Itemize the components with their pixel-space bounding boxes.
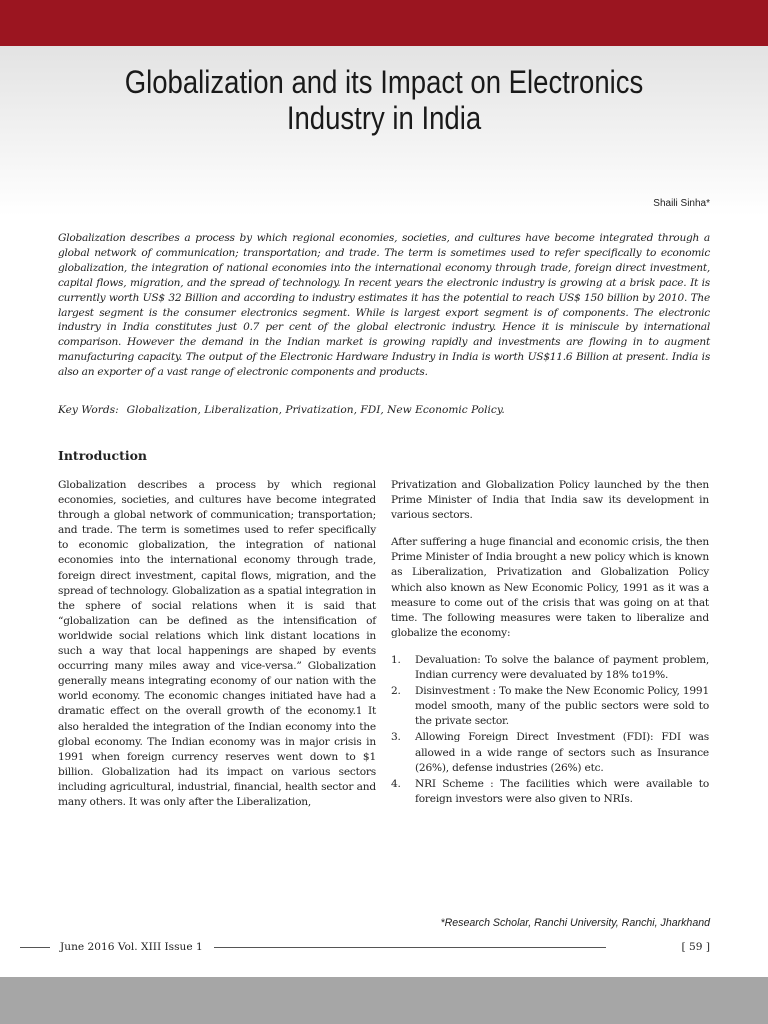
keywords-label: Key Words: [58, 404, 119, 416]
top-banner-bar [0, 0, 768, 46]
list-item-number: 4. [391, 777, 401, 790]
list-item [391, 653, 709, 683]
list-item-number: 2. [391, 685, 401, 698]
intro-paragraph-right-1: Privatization and Globalization Policy launched by the then Prime Minister of India that India saw its development in various sectors. [391, 479, 709, 522]
list-item [391, 684, 709, 729]
section-heading-introduction: Introduction [58, 448, 148, 463]
measures-list [391, 653, 709, 807]
list-item-text: Devaluation: To solve the balance of payment problem, Indian currency were devaluated by 18% to19%. [415, 653, 709, 682]
footer-divider-left [20, 947, 50, 948]
paper-title: Globalization and its Impact on Electronics Industry in India [124, 64, 644, 136]
list-item-text: Disinvestment : To make the New Economic Policy, 1991 model smooth, many of the public sectors were sold to the private sector. [415, 685, 709, 728]
author-name: Shaili Sinha* [653, 198, 710, 209]
keywords-text: Globalization, Liberalization, Privatization, FDI, New Economic Policy. [126, 404, 505, 416]
left-column [58, 478, 376, 822]
right-column [391, 478, 709, 808]
abstract: Globalization describes a process by which regional economies, societies, and cultures have become integrated through a global network of communication; transportation; and trade. The term is sometimes used to refer specifically to economic globalization, the integration of national economies into the international economy through trade, foreign direct investment, capital flows, migration, and the spread of technology. In recent years the electronic industry is growing at a brisk pace. It is currently worth US$ 32 Billion and according to industry estimates it has the potential to reach US$ 150 billion by 2010. The largest segment is the consumer electronics segment. While is largest export segment is of components. The electronic industry in India constitutes just 0.7 per cent of the global electronic industry. Hence it is miniscule by international comparison. However the demand in the Indian market is growing rapidly and investments are flowing in to augment manufacturing capacity. The output of the Electronic Hardware Industry in India is worth US$11.6 Billion at present. India is also an exporter of a vast range of electronic components and products. [58, 232, 710, 379]
list-item-text: Allowing Foreign Direct Investment (FDI): FDI was allowed in a wide range of sectors such as Insurance (26%), defense industries (26%) etc. [415, 731, 709, 774]
page-number: [ 59 ] [681, 941, 710, 953]
list-item [391, 777, 709, 807]
list-item-text: NRI Scheme : The facilities which were available to foreign investors were also given to NRIs. [415, 777, 709, 805]
keywords [58, 404, 505, 416]
list-item-number: 1. [391, 653, 401, 666]
issue-info: June 2016 Vol. XIII Issue 1 [60, 941, 203, 953]
list-item-number: 3. [391, 731, 401, 744]
footer-divider-middle [214, 947, 606, 948]
author-footnote: *Research Scholar, Ranchi University, Ranchi, Jharkhand [440, 917, 710, 929]
intro-paragraph-left: Globalization describes a process by which regional economies, societies, and cultures have become integrated through a global network of communication; transportation; and trade. The term is sometimes used to refer specifically to economic globalization, the integration of national economies into the international economy through trade, foreign direct investment, capital flows, migration, and the spread of technology. Globalization as a spatial integration in the sphere of social relations when it is said that “globalization can be defined as the intensification of worldwide social relations which link distant locations in such a way that local happenings are shaped by events occurring many miles away and vice-versa.” Globalization generally means integrating economy of our nation with the world economy. The economic changes initiated have had a dramatic effect on the overall growth of the economy.1 It also heralded the integration of the Indian economy into the global economy. The Indian economy was in major crisis in 1991 when foreign currency reserves went down to $1 billion. Globalization had its impact on various sectors including agricultural, industrial, financial, health sector and many others. It was only after the Liberalization, [58, 479, 376, 808]
bottom-banner-bar [0, 977, 768, 1024]
intro-paragraph-right-2: After suffering a huge financial and economic crisis, the then Prime Minister of India brought a new policy which is known as Liberalization, Privatization and Globalization Policy which also known as New Economic Policy, 1991 as it was a measure to come out of the crisis that was going on at that time. The following measures were taken to liberalize and globalize the economy: [391, 536, 709, 639]
list-item [391, 730, 709, 775]
